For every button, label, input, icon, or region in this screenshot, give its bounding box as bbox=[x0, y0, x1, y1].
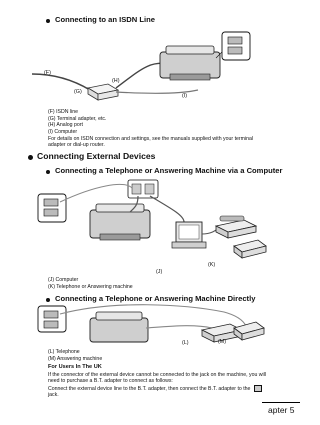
external-heading: Connecting External Devices bbox=[37, 151, 156, 161]
page-label: apter 5 bbox=[268, 405, 295, 415]
label-f: (F) bbox=[44, 70, 51, 76]
legend-item: (F) ISDN line bbox=[48, 109, 78, 115]
legend-item: (M) Answering machine bbox=[48, 355, 103, 362]
isdn-diagram bbox=[30, 30, 260, 106]
isdn-note: For details on ISDN connection and settings, see the manuals supplied with your terminal adapter or dial-up router. bbox=[48, 136, 254, 149]
label-j: (J) bbox=[156, 269, 163, 275]
sub2-legend bbox=[48, 349, 102, 362]
jack-icon bbox=[254, 385, 262, 392]
label-k: (K) bbox=[208, 262, 216, 268]
uk-title: For Users In The UK bbox=[48, 364, 102, 370]
legend-item: (I) Computer bbox=[48, 128, 78, 135]
bullet-external bbox=[28, 155, 33, 160]
legend-item: (H) Analog port bbox=[48, 122, 83, 129]
uk-text-3: jack. bbox=[48, 392, 59, 398]
sub1-heading: Connecting a Telephone or Answering Machine via a Computer bbox=[55, 166, 283, 175]
legend-item: (G) Terminal adapter, etc. bbox=[48, 115, 107, 122]
bullet-sub2 bbox=[46, 298, 50, 302]
label-g: (G) bbox=[74, 89, 82, 95]
sub2-heading: Connecting a Telephone or Answering Machine Directly bbox=[55, 294, 256, 303]
label-h: (H) bbox=[112, 78, 120, 84]
via-computer-diagram bbox=[34, 176, 268, 268]
sub1-legend bbox=[48, 277, 133, 290]
label-l: (L) bbox=[182, 340, 189, 346]
legend-item: (J) Computer bbox=[48, 277, 79, 283]
legend-item: (K) Telephone or Answering machine bbox=[48, 283, 133, 290]
uk-text-2-body: Connect the external device line to the B.T. adapter, then connect the B.T. adapter to the bbox=[48, 385, 251, 392]
bullet-sub1 bbox=[46, 170, 50, 174]
label-i: (I) bbox=[182, 93, 188, 99]
legend-item: (L) Telephone bbox=[48, 349, 80, 355]
uk-text-1: If the connector of the external device cannot be connected to the jack on the machine, you will need to purchase a B.T. adapter to connect as follows: bbox=[48, 372, 267, 385]
label-m: (M) bbox=[218, 339, 227, 345]
isdn-legend bbox=[48, 109, 106, 135]
direct-diagram bbox=[34, 304, 268, 348]
isdn-heading: Connecting to an ISDN Line bbox=[55, 15, 155, 24]
uk-text-2 bbox=[48, 385, 268, 392]
bullet-isdn bbox=[46, 19, 50, 23]
